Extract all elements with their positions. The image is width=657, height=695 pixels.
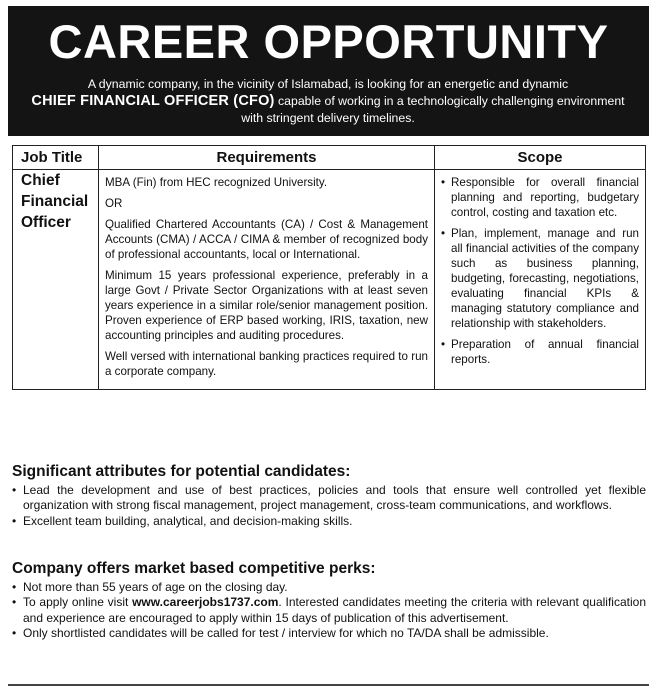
requirement-item: Qualified Chartered Accountants (CA) / Cost & Management Accounts (CMA) / ACCA / CIMA & member of recognized body of professional accountants, local or International. [105, 218, 428, 261]
job-title-cell: Chief Financial Officer [13, 170, 99, 390]
page-title: CAREER OPPORTUNITY [48, 15, 609, 68]
scope-item: • Responsible for overall financial planning and reporting, budgetary control, costing and taxation etc. [441, 175, 639, 220]
job-table [12, 145, 646, 390]
scope-item: • Preparation of annual financial reports. [441, 337, 639, 367]
intro-continuation: capable of working in a technologically challenging environment with stringent delivery timelines. [241, 94, 625, 125]
requirement-item: Well versed with international banking practices required to run a corporate company. [105, 350, 428, 378]
apply-suffix: . Interested candidates meeting the criteria with relevant qualification and experience are encouraged to apply within 15 days of publication of this advertisement. [23, 595, 646, 625]
position-name: CHIEF FINANCIAL OFFICER (CFO) [31, 93, 275, 109]
list-item [12, 595, 646, 626]
attributes-title: Significant attributes for potential candidates: [12, 463, 351, 480]
attributes-section [12, 462, 646, 529]
header-scope: Scope [435, 146, 646, 170]
header-banner [8, 6, 649, 136]
requirement-item: Minimum 15 years professional experience, preferably in a large Govt / Private Sector Organizations with at least seven years experience in a similar role/senior management position. Proven experience of ERP based working, IRIS, taxation, new accounting principles and auditing procedures. [105, 269, 428, 342]
apply-url-link[interactable]: www.careerjobs1737.com [132, 595, 279, 610]
intro-text: A dynamic company, in the vicinity of Islamabad, is looking for an energetic and dynamic [87, 77, 569, 91]
list-item: • Excellent team building, analytical, and decision-making skills. [12, 514, 646, 529]
header-requirements: Requirements [99, 146, 435, 170]
requirement-item: MBA (Fin) from HEC recognized University. [105, 176, 328, 189]
scope-item: • Plan, implement, manage and run all financial activities of the company such as business planning, budgeting, forecasting, negotiations, evaluating financial KPIs & managing statutory compliance and relationship with stakeholders. [441, 226, 639, 331]
perks-section [12, 559, 646, 641]
requirements-cell [99, 170, 435, 390]
perks-title: Company offers market based competitive perks: [12, 560, 376, 577]
header-job-title: Job Title [13, 146, 99, 170]
scope-list [441, 175, 639, 367]
list-item: • Lead the development and use of best practices, policies and tools that ensure well controlled yet flexible organization with strong fiscal management, project management, cross-team communications, and workflows. [12, 483, 646, 514]
table-header-row [13, 146, 646, 170]
banner-intro [28, 76, 628, 127]
list-item: • Not more than 55 years of age on the closing day. [12, 580, 646, 595]
attributes-list [12, 483, 646, 529]
requirement-item: OR [105, 197, 123, 210]
bottom-divider [8, 684, 649, 686]
list-item: • Only shortlisted candidates will be called for test / interview for which no TA/DA shall be admissible. [12, 626, 646, 641]
table-row [13, 170, 646, 390]
apply-prefix: To apply online visit [23, 595, 133, 610]
perks-list [12, 580, 646, 641]
scope-cell [435, 170, 646, 390]
